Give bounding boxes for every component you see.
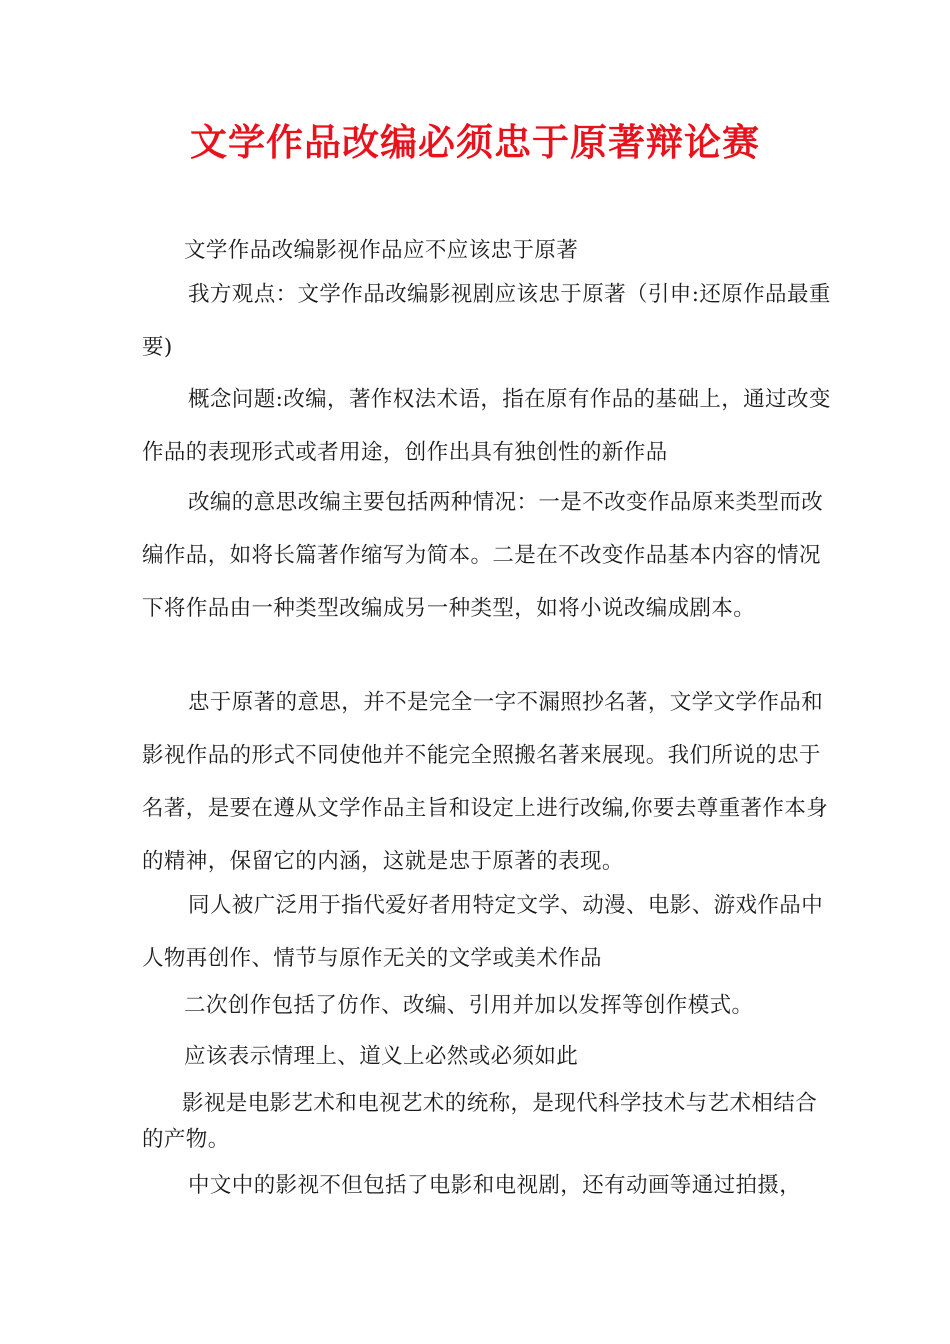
paragraph-faithful-meaning: 忠于原著的意思，并不是完全一字不漏照抄名著，文学文学作品和影视作品的形式不同使他并不能完全照搬名著来展现。我们所说的忠于名著，是要在遵从文学作品主旨和设定上进行改编,你要去尊重著作本身的精神，保留它的内涵，这就是忠于原著的表现。 xyxy=(142,690,829,874)
paragraph-block-fanwork xyxy=(142,879,832,985)
paragraph-block-derivative xyxy=(142,979,832,1032)
document-title: 文学作品改编必须忠于原著辩论赛 xyxy=(190,120,760,164)
paragraph-chinese-film: 中文中的影视不但包括了电影和电视剧，还有动画等通过拍摄， xyxy=(188,1173,802,1198)
paragraph-position: 我方观点：文学作品改编影视剧应该忠于原著（引申:还原作品最重要) xyxy=(142,282,831,360)
paragraph-concept: 概念问题:改编，著作权法术语，指在原有作品的基础上，通过改变作品的表现形式或者用途，创作出具有独创性的新作品 xyxy=(142,387,831,465)
paragraph-should: 应该表示情理上、道义上必然或必须如此 xyxy=(184,1044,579,1069)
paragraph-adaptation-meaning: 改编的意思改编主要包括两种情况：一是不改变作品原来类型而改编作品，如将长篇著作缩写为简本。二是在不改变作品基本内容的情况下将作品由一种类型改编成另一种类型，如将小说改编成剧本。 xyxy=(142,490,824,621)
paragraph-block-chinese-film xyxy=(142,1159,832,1212)
paragraph-film-tv: 影视是电影艺术和电视艺术的统称，是现代科学技术与艺术相结合的产物。 xyxy=(142,1091,818,1152)
paragraph-block-should xyxy=(142,1030,832,1083)
paragraph-fanwork: 同人被广泛用于指代爱好者用特定文学、动漫、电影、游戏作品中人物再创作、情节与原作无关的文学或美术作品 xyxy=(142,893,824,971)
paragraph-block-position xyxy=(142,268,832,374)
paragraph-block-faithful xyxy=(142,676,832,888)
paragraph-block-adaptation xyxy=(142,476,832,635)
paragraph-block-film-tv xyxy=(142,1086,832,1158)
paragraph-topic: 文学作品改编影视作品应不应该忠于原著 xyxy=(184,238,579,263)
paragraph-derivative: 二次创作包括了仿作、改编、引用并加以发挥等创作模式。 xyxy=(184,993,754,1018)
paragraph-block-concept xyxy=(142,373,832,479)
